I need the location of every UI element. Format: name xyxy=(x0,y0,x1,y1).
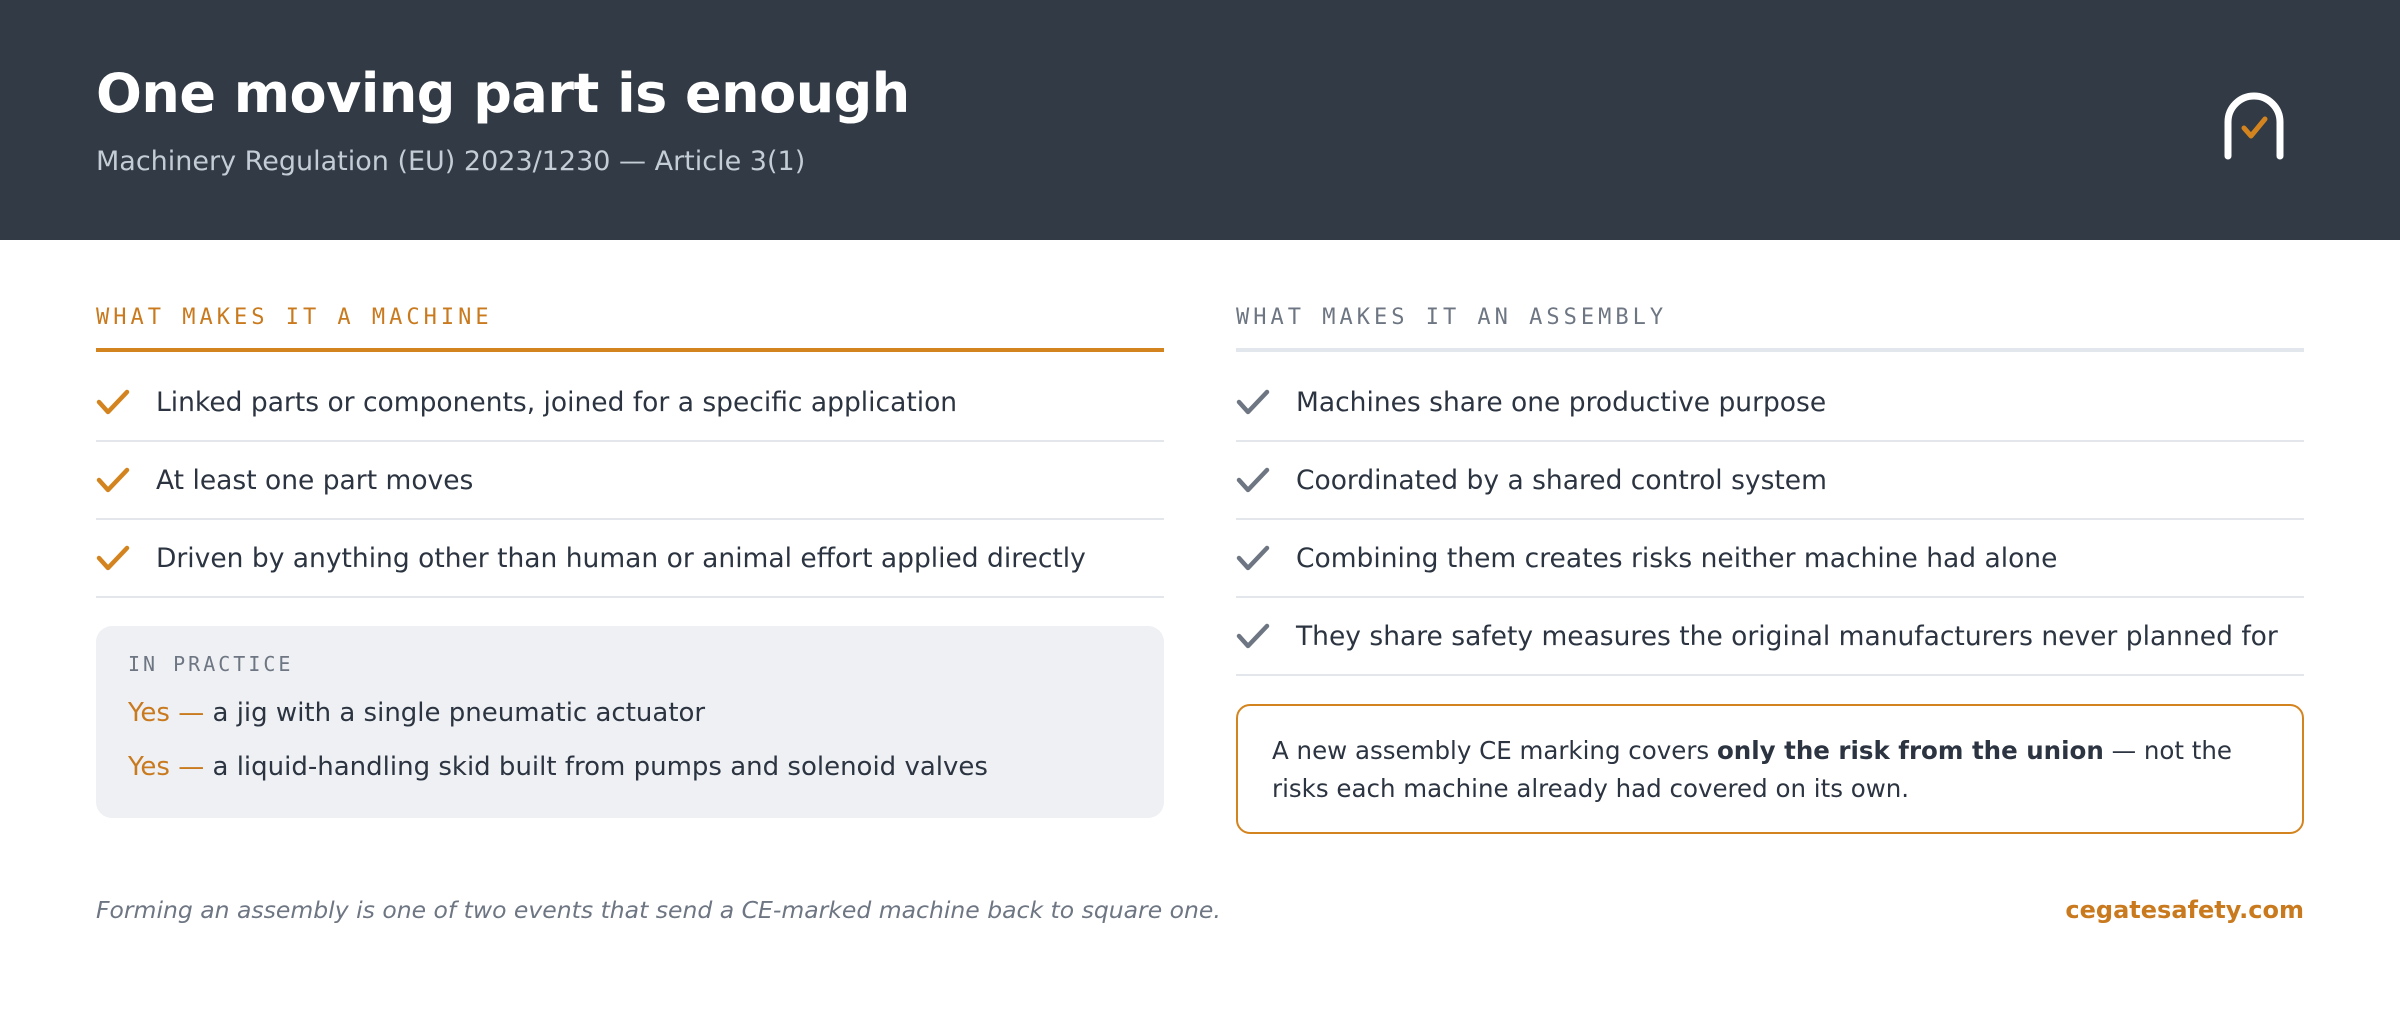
machine-column xyxy=(96,300,1164,818)
machine-criteria-list xyxy=(96,364,1164,598)
list-item-text: Driven by anything other than human or animal effort applied directly xyxy=(156,542,1086,574)
list-item-text: Machines share one productive purpose xyxy=(1296,386,1827,418)
assembly-note xyxy=(1236,704,2304,834)
check-icon xyxy=(96,363,156,441)
practice-example xyxy=(128,686,1132,740)
page-title: One moving part is enough xyxy=(96,62,910,125)
list-item xyxy=(1236,520,2304,598)
list-item-text: Coordinated by a shared control system xyxy=(1296,464,1827,496)
list-item-text: At least one part moves xyxy=(156,464,474,496)
arch-check-icon xyxy=(2220,88,2288,160)
note-emphasis: only the risk from the union xyxy=(1716,736,2104,765)
list-item-text: Linked parts or components, joined for a specific application xyxy=(156,386,958,418)
practice-example-text: a jig with a single pneumatic actuator xyxy=(204,698,706,728)
site-link[interactable]: cegatesafety.com xyxy=(2065,896,2304,924)
list-item xyxy=(1236,442,2304,520)
practice-example xyxy=(128,740,1132,794)
list-item xyxy=(96,520,1164,598)
machine-section-title: WHAT MAKES IT A MACHINE xyxy=(96,300,1164,352)
list-item-text: Combining them creates risks neither machine had alone xyxy=(1296,542,2058,574)
page-subtitle: Machinery Regulation (EU) 2023/1230 — Article 3(1) xyxy=(96,146,806,177)
yes-label: Yes — xyxy=(128,698,205,728)
list-item xyxy=(96,364,1164,442)
note-text: A new assembly CE marking covers xyxy=(1272,736,1717,765)
header-banner xyxy=(0,0,2400,240)
list-item xyxy=(1236,598,2304,676)
list-item xyxy=(96,442,1164,520)
check-icon xyxy=(1236,519,1296,597)
check-icon xyxy=(1236,363,1296,441)
check-icon xyxy=(1236,441,1296,519)
list-item xyxy=(1236,364,2304,442)
assembly-column xyxy=(1236,300,2304,834)
check-icon xyxy=(96,519,156,597)
in-practice-box xyxy=(96,626,1164,818)
check-icon xyxy=(1236,597,1296,675)
in-practice-label: IN PRACTICE xyxy=(128,652,294,676)
yes-label: Yes — xyxy=(128,752,205,782)
list-item-text: They share safety measures the original manufacturers never planned for xyxy=(1296,620,2278,652)
assembly-section-title: WHAT MAKES IT AN ASSEMBLY xyxy=(1236,300,2304,352)
assembly-criteria-list xyxy=(1236,364,2304,676)
footer-caption: Forming an assembly is one of two events that send a CE-marked machine back to square one. xyxy=(96,896,1221,924)
note-text: — not the risks each machine already had covered on its own. xyxy=(1272,736,2233,803)
practice-example-text: a liquid-handling skid built from pumps and solenoid valves xyxy=(204,752,988,782)
check-icon xyxy=(96,441,156,519)
